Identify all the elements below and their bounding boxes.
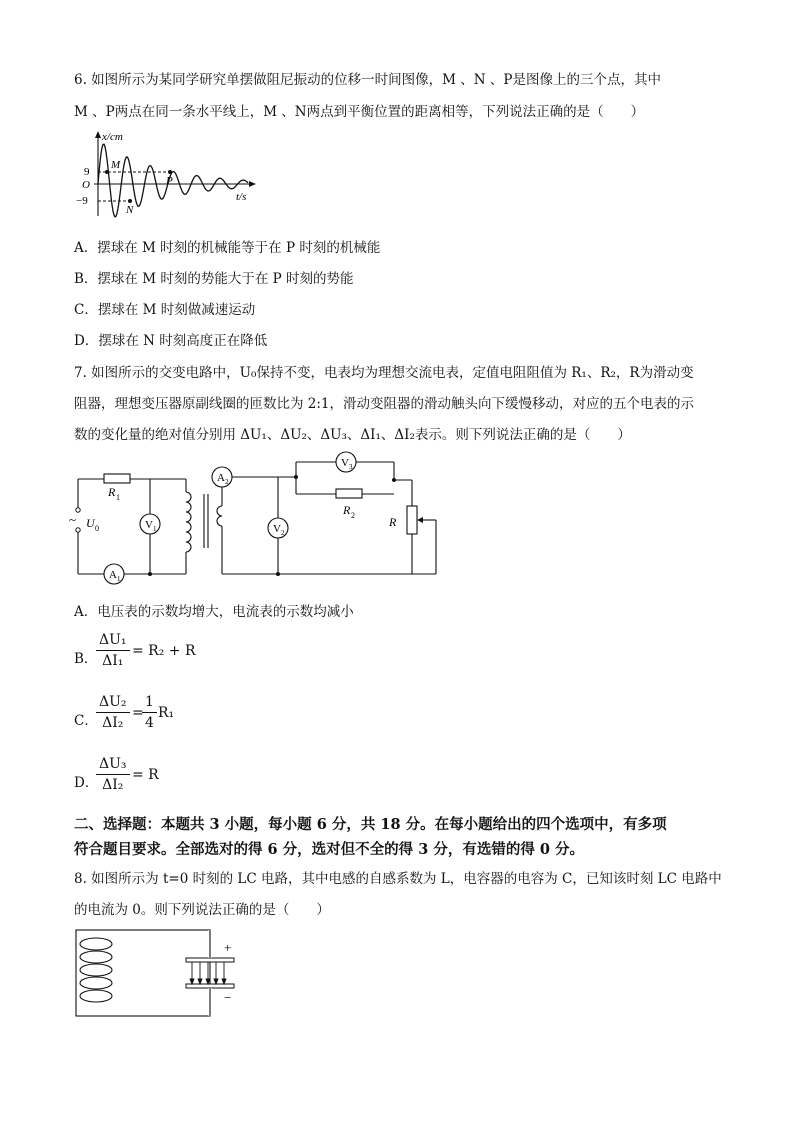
q8-minus-sign: − <box>224 990 232 1005</box>
q6-stem-line2: M 、P两点在同一条水平线上，M 、N两点到平衡位置的距离相等，下列说法正确的是（ ） <box>74 104 645 120</box>
q7-option-b-den: ΔI₁ <box>102 653 124 669</box>
q8-stem-line1: 8. 如图所示为 t=0 时刻的 LC 电路，其中电感的自感系数为 L，电容器的电容为 C，已知该时刻 LC 电路中 <box>74 871 722 887</box>
q6-tick-pos: 9 <box>84 166 90 178</box>
q7-option-c-letter: C． <box>74 713 98 729</box>
q6-origin-label: O <box>82 179 90 191</box>
q7-a2-sub: 2 <box>225 478 229 486</box>
q7-r1-sub: 1 <box>116 493 120 502</box>
q7-option-d-rhs: = R <box>132 767 159 783</box>
q7-source-label: U <box>86 516 95 530</box>
q7-r2-label: R <box>343 503 351 517</box>
q6-x-axis-label: t/s <box>236 191 247 203</box>
q8-plus-sign: + <box>224 940 232 955</box>
q7-v3-label: V <box>341 457 349 469</box>
q7-a1-label: A <box>109 569 117 581</box>
q7-option-a: A．电压表的示数均增大，电流表的示数均减小 <box>74 604 354 620</box>
q7-stem-line2: 阻器，理想变压器原副线圈的匝数比为 2:1，滑动变阻器的滑动触头向下缓慢移动，对应的五个电表的示 <box>74 396 695 412</box>
q7-v1-label: V <box>145 519 153 531</box>
q6-option-d: D．摆球在 N 时刻高度正在降低 <box>74 333 268 349</box>
q7-option-d-num: ΔU₃ <box>96 756 130 775</box>
q7-circuit-diagram <box>66 450 446 586</box>
q7-option-b-num: ΔU₁ <box>96 632 130 651</box>
section2-header-line2: 符合题目要求。全部选对的得 6 分，选对但不全的得 3 分，有选错的得 0 分。 <box>74 841 585 858</box>
q6-y-axis-label: x/cm <box>102 131 123 143</box>
q7-option-c-rhs-num: 1 <box>142 694 157 713</box>
q7-option-d-fraction <box>96 756 130 793</box>
q7-tilde-symbol: ~ <box>69 512 77 527</box>
q7-option-c-fraction <box>96 694 130 731</box>
q7-option-c-num: ΔU₂ <box>96 694 130 713</box>
q7-r2-sub: 2 <box>351 511 355 520</box>
q7-option-c-equals: = <box>132 705 144 721</box>
q7-v2-sub: 2 <box>281 529 285 537</box>
q6-point-M: M <box>111 159 121 171</box>
q7-option-c-rhs-fraction <box>142 694 157 731</box>
q7-v3-sub: 3 <box>349 463 353 471</box>
q6-oscillation-graph <box>74 128 264 220</box>
q7-option-b-letter: B． <box>74 651 98 667</box>
q6-option-a: A．摆球在 M 时刻的机械能等于在 P 时刻的机械能 <box>74 240 381 256</box>
q7-v2-label: V <box>273 523 281 535</box>
q6-option-c: C．摆球在 M 时刻做减速运动 <box>74 302 256 318</box>
q7-stem-line3: 数的变化量的绝对值分别用 ΔU₁、ΔU₂、ΔU₃、ΔI₁、ΔI₂表示。则下列说法正确的是（ ） <box>74 427 631 443</box>
q7-a2-label: A <box>217 472 225 484</box>
q6-point-P: P <box>166 175 173 187</box>
q6-damped-wave <box>98 144 248 217</box>
q6-option-b: B．摆球在 M 时刻的势能大于在 P 时刻的势能 <box>74 271 354 287</box>
q7-r-label: R <box>389 515 397 529</box>
q6-tick-neg: −9 <box>76 195 88 207</box>
section2-header-line1: 二、选择题：本题共 3 小题，每小题 6 分，共 18 分。在每小题给出的四个选项中，有多项 <box>74 816 667 833</box>
q8-stem-line2: 的电流为 0。则下列说法正确的是（ ） <box>74 902 330 918</box>
q8-lc-circuit-diagram <box>70 926 240 1022</box>
q7-option-c-rhs-den: 4 <box>145 715 154 731</box>
q7-r1-label: R <box>108 485 116 499</box>
q7-option-c-den: ΔI₂ <box>102 715 124 731</box>
q7-stem-line1: 7. 如图所示的交变电路中，U₀保持不变，电表均为理想交流电表，定值电阻阻值为 R₁、R₂，R为滑动变 <box>74 365 694 381</box>
q7-option-d-den: ΔI₂ <box>102 777 124 793</box>
q7-source-sub: 0 <box>95 524 99 533</box>
q6-stem-line1: 6. 如图所示为某同学研究单摆做阻尼振动的位移一时间图像，M 、N 、P是图像上的三个点，其中 <box>74 72 661 88</box>
q7-option-b-fraction <box>96 632 130 669</box>
q7-v1-sub: 1 <box>153 525 157 533</box>
q7-a1-sub: 1 <box>117 575 121 583</box>
q7-option-b-rhs: = R₂ + R <box>132 643 196 659</box>
q7-option-d-letter: D． <box>74 775 99 791</box>
q7-option-c-rhs-tail: R₁ <box>158 705 175 721</box>
q6-point-N: N <box>126 204 134 216</box>
